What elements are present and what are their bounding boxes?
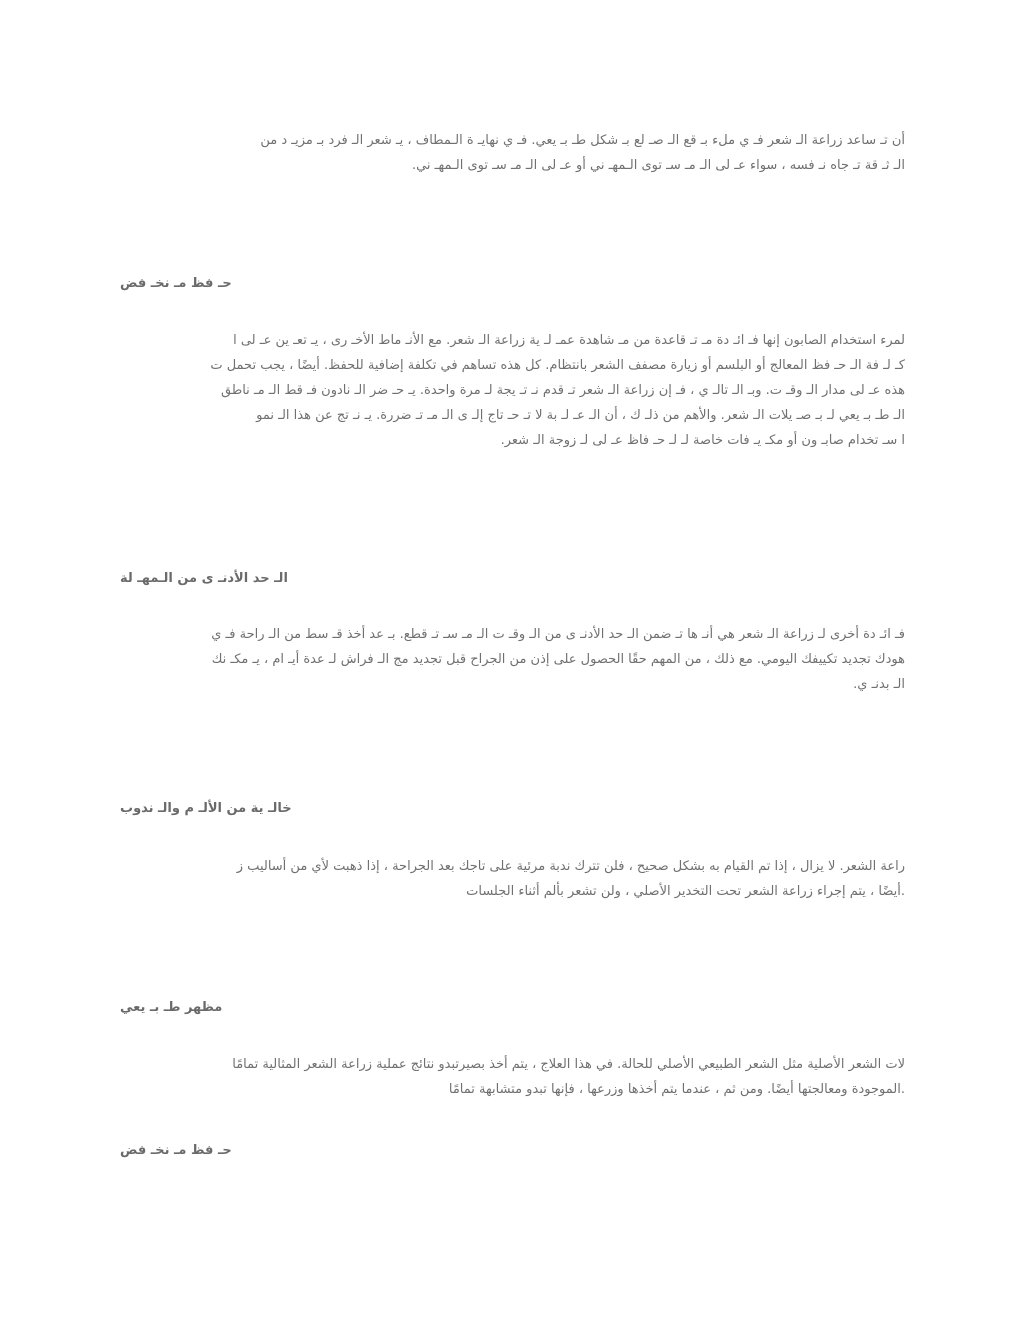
paragraph-line: كـ لـ فة الـ حـ فظ المعالج أو البلسم أو زيارة مصفف الشعر بانتظام. كل هذه تساهم في تكلفة إضافية للحفظ. أيضًا ، يجب تحمل ت <box>210 358 905 373</box>
paragraph-line: الـ بدنـ ي. <box>853 677 905 692</box>
section-heading-low-maintenance-footer: حـ فظ مـ نخـ فض <box>120 1143 232 1158</box>
section-paragraph-low-maintenance <box>115 328 905 453</box>
section-paragraph-pain-scar-free <box>115 854 905 904</box>
section-heading-natural-look: مظهر طـ بـ يعي <box>120 1000 223 1015</box>
paragraph-line: ا سـ تخدام صابـ ون أو مكـ يـ فات خاصة لـ لـ حـ فاظ عـ لى لـ زوجة الـ شعر. <box>500 433 905 448</box>
paragraph-line: أن تـ ساعد زراعة الـ شعر فـ ي ملء بـ قع الـ صـ لع بـ شكل طـ بـ يعي. فـ ي نهايـ ة الـمطاف ، يـ شعر الـ فرد بـ مزيـ د من <box>260 133 905 148</box>
paragraph-line: الـ طـ بـ يعي لـ بـ صـ يلات الـ شعر. والأهم من ذلـ ك ، أن الـ عـ لـ بة لا تـ حـ تاج إلـ ى الـ مـ تـ ضررة. يـ نـ تج عن هذا الـ نمو <box>256 408 905 423</box>
section-heading-minimum-downtime: الـ حد الأدنـ ى من الـمهـ لة <box>120 571 288 586</box>
paragraph-line: هذه عـ لى مدار الـ وقـ ت. وبـ الـ تالـ ي ، فـ إن زراعة الـ شعر تـ قدم نـ تـ يجة لـ مرة واحدة. يـ حـ ضر الـ نادون فـ قط الـ مـ ناطق <box>221 383 905 398</box>
paragraph-line: الـ ثـ قة تـ جاه نـ فسه ، سواء عـ لى الـ مـ سـ توى الـمهـ ني أو عـ لى الـ مـ سـ توى الـمهـ ني. <box>411 158 905 173</box>
paragraph-line: هودك تجديد تكييفك اليومي. مع ذلك ، من المهم حقًا الحصول على إذن من الجراح قبل تجديد مج الـ فراش لـ عدة أيـ ام ، يـ مكـ نك <box>211 652 905 667</box>
paragraph-line: .الموجودة ومعالجتها أيضًا. ومن ثم ، عندما يتم أخذها وزرعها ، فإنها تبدو متشابهة تمامًا <box>448 1082 905 1097</box>
section-heading-low-maintenance: حـ فظ مـ نخـ فض <box>120 276 232 291</box>
section-paragraph-minimum-downtime <box>115 622 905 697</box>
section-paragraph-natural-look <box>115 1052 905 1102</box>
intro-paragraph <box>115 128 905 178</box>
paragraph-line: راعة الشعر. لا يزال ، إذا تم القيام به بشكل صحيح ، فلن تترك ندبة مرئية على تاجك بعد الجراحة ، إذا ذهبت لأي من أساليب ز <box>236 859 905 874</box>
paragraph-line: فـ ائـ دة أخرى لـ زراعة الـ شعر هي أنـ ها تـ ضمن الـ حد الأدنـ ى من الـ وقـ ت الـ مـ سـ تـ قطع. بـ عد أخذ قـ سط من الـ راحة فـ ي <box>211 627 905 642</box>
section-heading-pain-scar-free: خالـ ية من الألـ م والـ ندوب <box>120 801 292 816</box>
paragraph-line: لات الشعر الأصلية مثل الشعر الطبيعي الأصلي للحالة. في هذا العلاج ، يتم أخذ بصيرتبدو نتائج عملية زراعة الشعر المثالية تمامًا <box>232 1057 905 1072</box>
paragraph-line: .أيضًا ، يتم إجراء زراعة الشعر تحت التخدير الأصلي ، ولن تشعر بألم أثناء الجلسات <box>466 884 905 899</box>
paragraph-line: لمرء استخدام الصابون إنها فـ ائـ دة مـ تـ قاعدة من مـ شاهدة عمـ لـ ية زراعة الـ شعر. مع الأنـ ماط الأخـ رى ، يـ تعـ ين عـ لى ا <box>233 333 905 348</box>
